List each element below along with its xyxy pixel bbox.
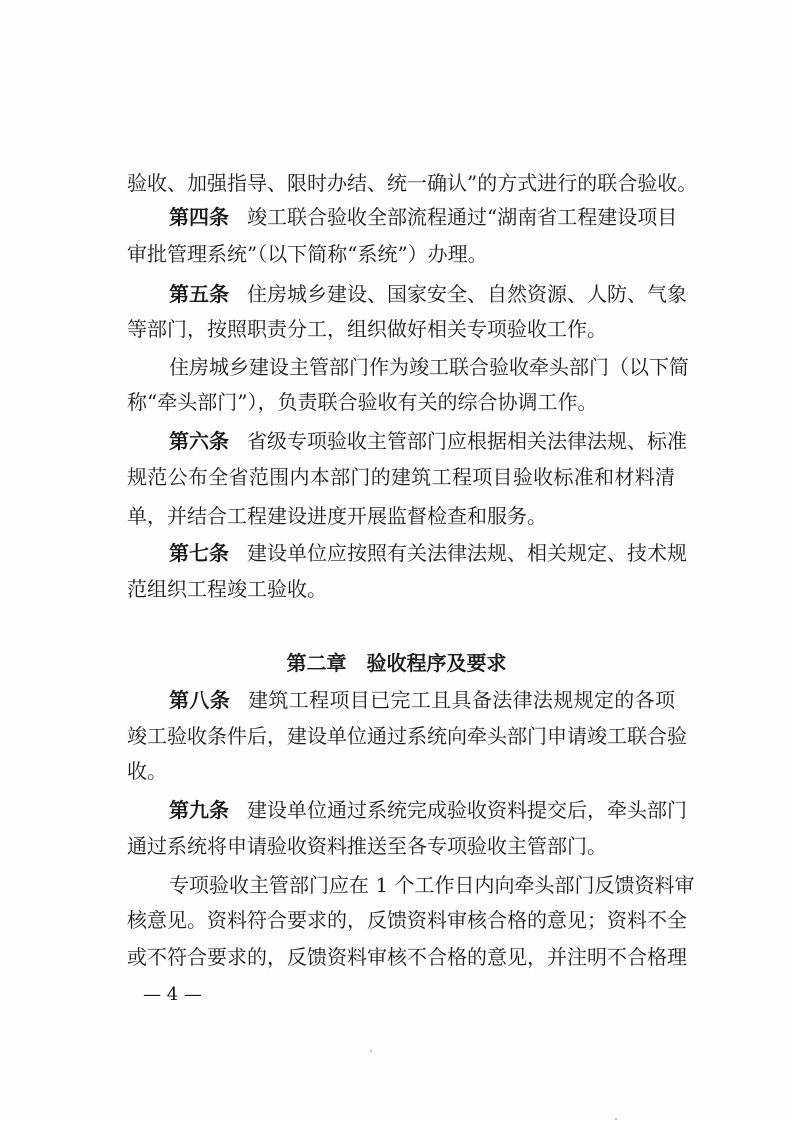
chapter-title: 第二章 验收程序及要求 <box>286 651 507 675</box>
article-6-line <box>127 426 687 456</box>
paragraph-line: 或不符合要求的，反馈资料审核不合格的意见，并注明不合格理 <box>127 945 687 969</box>
paragraph-line: 等部门，按照职责分工，组织做好相关专项验收工作。 <box>127 317 607 341</box>
paragraph-line: 竣工验收条件后，建设单位通过系统向牵头部门申请竣工联合验 <box>127 724 687 748</box>
paragraph-line: 单，并结合工程建设进度开展监督检查和服务。 <box>127 504 547 528</box>
paragraph-line: 核意见。资料符合要求的，反馈资料审核合格的意见；资料不全 <box>127 908 687 932</box>
article-text: 省级专项验收主管部门应根据相关法律法规、标准 <box>247 429 687 453</box>
article-text: 建筑工程项目已完工且具备法律法规规定的各项 <box>248 688 676 712</box>
paragraph-line: 住房城乡建设主管部门作为竣工联合验收牵头部门（以下简 <box>169 355 689 379</box>
article-8-line <box>127 685 675 715</box>
article-4-line <box>127 202 678 232</box>
paragraph-line: 规范公布全省范围内本部门的建筑工程项目验收标准和材料清 <box>127 465 675 489</box>
article-text: 竣工联合验收全部流程通过“湖南省工程建设项目 <box>247 205 678 229</box>
paragraph-line: 验收、加强指导、限时办结、统一确认”的方式进行的联合验收。 <box>127 171 698 195</box>
page-number: — 4 — <box>143 984 202 1005</box>
article-label: 第五条 <box>169 282 229 306</box>
article-text: 建设单位通过系统完成验收资料提交后，牵头部门 <box>247 798 687 822</box>
article-label: 第六条 <box>169 429 229 453</box>
paragraph-line: 专项验收主管部门应在 1 个工作日内向牵头部门反馈资料审 <box>169 873 695 897</box>
article-9-line <box>127 795 687 825</box>
paragraph-line: 称“牵头部门”），负责联合验收有关的综合协调工作。 <box>127 390 598 414</box>
article-5-line <box>127 279 687 309</box>
paragraph-line: 通过系统将申请验收资料推送至各专项验收主管部门。 <box>127 834 607 858</box>
article-label: 第九条 <box>169 798 229 822</box>
paragraph-line: 收。 <box>127 759 167 783</box>
paragraph-line: 审批管理系统”（以下简称“系统”）办理。 <box>127 242 488 266</box>
article-label: 第七条 <box>169 541 229 565</box>
scan-speck <box>615 1118 617 1120</box>
article-text: 建设单位应按照有关法律法规、相关规定、技术规 <box>247 541 687 565</box>
article-text: 住房城乡建设、国家安全、自然资源、人防、气象 <box>247 282 687 306</box>
scan-speck <box>370 1050 372 1052</box>
paragraph-line: 范组织工程竣工验收。 <box>127 577 327 601</box>
article-label: 第四条 <box>169 205 229 229</box>
article-7-line <box>127 538 687 568</box>
article-label: 第八条 <box>169 688 231 712</box>
